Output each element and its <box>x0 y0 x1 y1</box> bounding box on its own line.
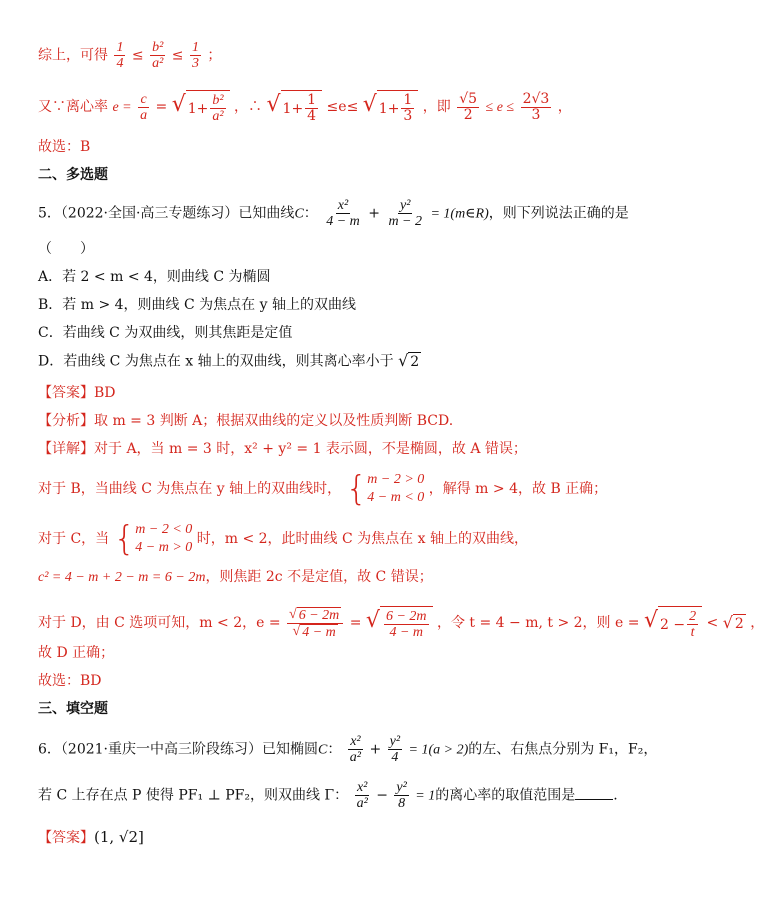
curve-c: C <box>318 742 328 758</box>
frac-num: x² <box>350 734 361 749</box>
answer-line <box>38 384 622 402</box>
sqrt-value: 4 − m <box>302 624 336 640</box>
analysis-line <box>38 412 622 430</box>
c-pre: 对于 C，当 <box>38 531 110 547</box>
sqrt-expr: √ 2 <box>722 612 744 632</box>
question-5 <box>38 198 629 229</box>
frac-den: 2 <box>463 106 473 123</box>
two-minus: 2 − <box>659 616 686 633</box>
frac-num: y² <box>389 734 401 749</box>
frac-num: 2√3 <box>522 90 550 107</box>
e-eq: e = <box>112 100 132 115</box>
frac-den: 4 <box>391 750 399 765</box>
punct: . <box>613 787 618 804</box>
c-post: 时，m < 2，此时曲线 C 为焦点在 x 轴上的双曲线， <box>196 531 528 547</box>
therefore: ，∴ <box>234 99 263 115</box>
b-pre: 对于 B，当曲线 C 为焦点在 y 轴上的双曲线时， <box>38 481 342 497</box>
sqrt-value: 2 <box>410 354 420 370</box>
rhs: = 1 <box>415 788 436 804</box>
q6-pre: 6．（2021·重庆一中高三阶段练习）已知椭圆 <box>38 741 318 758</box>
answer6-line <box>38 828 622 847</box>
frac-den: a² <box>356 796 368 811</box>
frac-den: m − 2 <box>388 214 422 229</box>
punct: ； <box>207 47 222 64</box>
frac-num: 6 − 2m <box>385 609 427 624</box>
d-pre: 对于 D，由 C 选项可知，m < 2，e = <box>38 615 281 631</box>
q5-prefix: 5．（2022·全国·高三专题练习）已知曲线 <box>38 205 295 222</box>
sqrt-expr: √ $\frac{6 - 2m}{4 - m}$ <box>366 606 433 640</box>
frac-num: c <box>140 91 147 107</box>
plus: + <box>369 741 382 758</box>
frac-num: y² <box>400 198 411 213</box>
brace-row: 4 − m < 0 <box>367 490 425 505</box>
detail-line <box>38 440 622 458</box>
ji: ，即 <box>422 99 451 115</box>
ecc-prefix: 又∵离心率 <box>38 99 108 115</box>
detail-c2 <box>38 568 622 587</box>
b-post: ，解得 m > 4，故 B 正确； <box>428 481 608 497</box>
c2-eq: c² = 4 − m + 2 − m = 6 − 2m <box>38 570 206 585</box>
one-plus: 1+ <box>187 100 209 117</box>
system-brace: { m − 2 > 0 4 − m < 0 <box>345 469 425 509</box>
q6-l2-pre: 若 C 上存在点 P 使得 PF₁ ⊥ PF₂，则双曲线 Γ： <box>38 787 349 804</box>
punct: ： <box>327 741 342 758</box>
frac-num: y² <box>396 780 407 795</box>
d-correct: 故 D 正确； <box>38 645 115 661</box>
frac-den: t <box>690 625 695 640</box>
answer-tag: 【答案】 <box>38 385 94 401</box>
answer-blank <box>575 787 613 800</box>
detail-tag: 【详解】 <box>38 441 94 457</box>
frac-den: 4 <box>307 108 317 124</box>
detail-d <box>38 606 764 640</box>
frac-den: 3 <box>191 56 199 71</box>
choose-b: 故选：B <box>38 139 91 155</box>
frac-den: 8 <box>398 796 406 811</box>
frac-den: 4 − m <box>389 625 424 640</box>
sqrt-value: 2 <box>734 615 744 632</box>
punct: ： <box>303 205 318 222</box>
eq-sign: = <box>155 99 168 115</box>
brace-row: m − 2 > 0 <box>367 472 425 487</box>
sqrt-expr: √ 1+ $\frac{\text{b²}}{\text{a²}}$ <box>172 90 230 124</box>
lt-sign: < <box>706 615 719 631</box>
punct: ， <box>557 99 572 115</box>
le-e: ≤e≤ <box>326 99 359 115</box>
option-d-text: D．若曲线 C 为焦点在 x 轴上的双曲线，则其离心率小于 <box>38 353 394 370</box>
frac-den: a² <box>349 750 361 765</box>
frac-num: 1 <box>116 40 124 55</box>
plus: + <box>368 205 380 222</box>
frac-num: 2 <box>689 609 697 624</box>
q6-l2-post: 的离心率的取值范围是 <box>435 787 576 804</box>
option-b: B．若 m > 4，则曲线 C 为焦点在 y 轴上的双曲线 <box>38 297 356 313</box>
sqrt-expr: √ 1+ $\frac{1}{3}$ <box>363 90 419 124</box>
frac-den: 3 <box>531 106 541 123</box>
analysis-tag: 【分析】 <box>38 413 94 429</box>
question-6 <box>38 734 658 765</box>
q6-post: 的左、右焦点分别为 F₁，F₂， <box>468 741 658 758</box>
eq-sign: = <box>349 615 362 631</box>
answer6-value: (1, √2] <box>94 828 144 846</box>
frac-num: b² <box>212 93 224 108</box>
brace-row: m − 2 < 0 <box>135 522 193 537</box>
le-mid: ≤ e ≤ <box>485 100 515 115</box>
system-brace: { m − 2 < 0 4 − m > 0 <box>113 519 193 559</box>
c2-post: ，则焦距 2c 不是定值，故 C 错误； <box>205 569 433 585</box>
summary-line <box>38 40 622 71</box>
frac-num: 1 <box>403 92 413 108</box>
brace-row: 4 − m > 0 <box>135 540 193 555</box>
le-sign: ≤ <box>131 47 144 64</box>
curve-c: C <box>294 206 304 222</box>
d-mid: ，令 t = 4 − m, t > 2，则 e = <box>436 615 640 631</box>
question-6-line2 <box>38 780 622 811</box>
frac-den: a² <box>152 56 164 71</box>
option-a: A．若 2 < m < 4，则曲线 C 为椭圆 <box>38 269 271 285</box>
sqrt-expr: √ 6 − 2m <box>289 606 340 623</box>
frac-den: a² <box>212 109 224 124</box>
choose-bd: 故选：BD <box>38 673 102 689</box>
frac-num: √5 <box>459 90 478 107</box>
option-d <box>38 352 622 371</box>
frac-num: x² <box>356 780 368 795</box>
le-sign: ≤ <box>171 47 184 64</box>
detail-c <box>38 520 622 558</box>
q5-suffix: ，则下列说法正确的是 <box>488 205 629 222</box>
sqrt-value: 6 − 2m <box>298 607 340 623</box>
section-fill-blank: 三、填空题 <box>38 701 108 717</box>
option-c: C．若曲线 C 为双曲线，则其焦距是定值 <box>38 325 293 341</box>
q5-paren: （ ） <box>38 241 94 257</box>
frac-den: 4 − m <box>326 214 360 229</box>
rhs: = 1(a > 2) <box>408 742 469 758</box>
rhs: = 1(m∈R) <box>430 206 489 222</box>
frac-num: 1 <box>307 92 317 108</box>
one-plus: 1+ <box>282 100 304 117</box>
sqrt-expr: √ 2 − $\frac{2}{t}$ <box>644 606 702 640</box>
answer6-tag: 【答案】 <box>38 830 94 846</box>
frac-den: 4 <box>116 56 124 71</box>
one-plus: 1+ <box>378 100 400 117</box>
summary-prefix: 综上，可得 <box>38 47 108 64</box>
frac-num: b² <box>152 40 164 55</box>
frac-num: 1 <box>191 40 199 55</box>
sqrt-expr: √ 1+ $\frac{1}{4}$ <box>267 90 323 124</box>
frac-den: a <box>140 107 148 123</box>
section-multi-choice: 二、多选题 <box>38 167 108 183</box>
answer-value: BD <box>94 385 116 401</box>
punct: ， <box>750 615 764 631</box>
analysis-text: 取 m = 3 判断 A；根据双曲线的定义以及性质判断 BCD. <box>94 413 454 429</box>
sqrt-expr: √ 4 − m <box>292 623 336 640</box>
sqrt-expr: √ 2 <box>398 351 420 370</box>
frac-den: 3 <box>403 108 413 124</box>
frac-num: x² <box>337 198 349 213</box>
minus: − <box>376 787 388 804</box>
detail-text: 对于 A，当 m = 3 时，x² + y² = 1 表示圆，不是椭圆，故 A 错误； <box>94 441 527 457</box>
eccentricity-line <box>38 90 622 124</box>
detail-b <box>38 470 622 508</box>
